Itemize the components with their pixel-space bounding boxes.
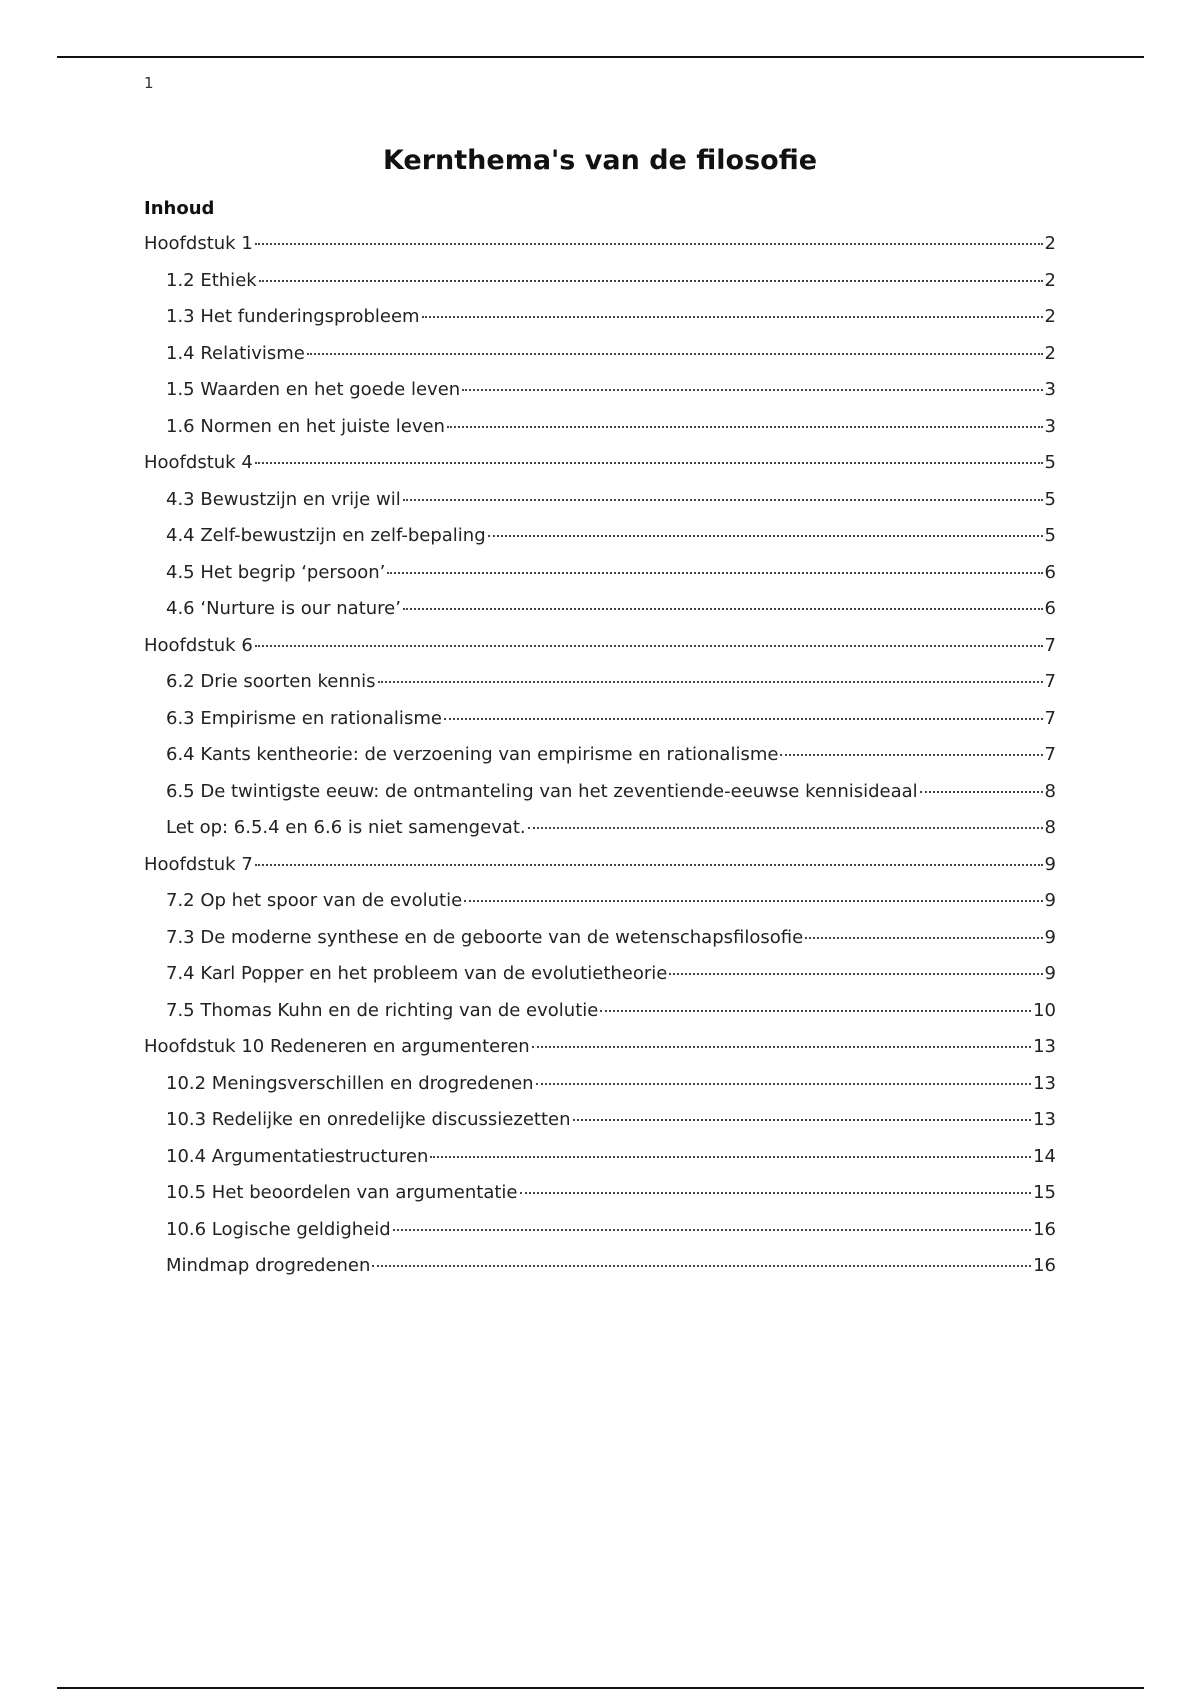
toc-entry-title: 10.2 Meningsverschillen en drogredenen [166,1072,534,1094]
toc-entry-title: Hoofdstuk 6 [144,634,253,656]
toc-section-entry[interactable] [144,890,1056,927]
toc-entry-title: Hoofdstuk 1 [144,233,253,254]
toc-dot-leader [378,681,1043,683]
toc-dot-leader [444,718,1043,720]
toc-dot-leader [430,1156,1031,1158]
toc-dot-leader [422,316,1043,318]
toc-page-number: 2 [1044,233,1056,254]
toc-chapter-entry[interactable] [144,854,1056,891]
toc-page-number: 5 [1044,452,1056,473]
toc-page-number: 10 [1033,999,1056,1021]
toc-dot-leader [520,1192,1032,1194]
toc-entry-title: 10.5 Het beoordelen van argumentatie [166,1182,518,1203]
toc-page-number: 13 [1033,1109,1056,1130]
document-title: Kernthema's van de filosofie [382,145,818,176]
toc-page-number: 7 [1044,671,1056,692]
toc-section-entry[interactable] [144,379,1056,416]
toc-page-number: 7 [1044,634,1056,656]
toc-entry-title: 7.4 Karl Popper en het probleem van de evolutietheorie [166,963,668,984]
toc-dot-leader [780,754,1042,756]
footer-rule [57,1687,1144,1689]
toc-dot-leader [307,353,1043,355]
toc-section-entry[interactable] [144,1219,1056,1256]
toc-dot-leader [920,791,1043,793]
toc-page-number: 8 [1044,817,1056,838]
toc-entry-title: 4.6 ‘Nurture is our nature’ [166,598,401,619]
toc-dot-leader [573,1119,1032,1121]
toc-dot-leader [372,1265,1031,1267]
toc-dot-leader [669,973,1042,975]
toc-dot-leader [255,645,1043,647]
toc-section-entry[interactable] [144,927,1056,964]
toc-page-number: 5 [1044,488,1056,510]
toc-section-entry[interactable] [144,598,1056,635]
toc-page-number: 6 [1044,561,1056,583]
toc-dot-leader [805,937,1042,939]
toc-section-entry[interactable] [144,562,1056,599]
toc-entry-title: 1.4 Relativisme [166,342,305,364]
toc-entry-title: Hoofdstuk 10 Redeneren en argumenteren [144,1036,530,1057]
toc-dot-leader [532,1046,1031,1048]
toc-dot-leader [488,535,1043,537]
toc-dot-leader [462,389,1042,391]
toc-section-entry[interactable] [144,671,1056,708]
toc-entry-title: 10.3 Redelijke en onredelijke discussiezetten [166,1109,571,1130]
toc-dot-leader [536,1083,1032,1085]
toc-page-number: 3 [1044,415,1056,437]
toc-page-number: 15 [1033,1182,1056,1203]
toc-entry-title: 1.2 Ethiek [166,269,257,291]
toc-entry-title: 4.3 Bewustzijn en vrije wil [166,488,401,510]
toc-page-number: 9 [1044,963,1056,984]
toc-page-number: 7 [1044,707,1056,729]
toc-section-entry[interactable] [144,525,1056,562]
toc-page-number: 2 [1044,342,1056,364]
toc-heading: Inhoud [144,198,215,219]
toc-dot-leader [255,864,1043,866]
toc-entry-title: Let op: 6.5.4 en 6.6 is niet samengevat. [166,817,526,838]
toc-page-number: 13 [1033,1036,1056,1057]
toc-page-number: 2 [1044,269,1056,291]
toc-section-entry[interactable] [144,817,1056,854]
toc-dot-leader [464,900,1042,902]
toc-entry-title: 6.2 Drie soorten kennis [166,671,376,692]
header-rule [57,56,1144,58]
table-of-contents [144,233,1056,1292]
toc-section-entry[interactable] [144,306,1056,343]
toc-entry-title: 1.3 Het funderingsprobleem [166,306,420,327]
toc-page-number: 8 [1044,780,1056,802]
toc-dot-leader [403,499,1043,501]
toc-dot-leader [403,608,1043,610]
toc-section-entry[interactable] [144,416,1056,453]
toc-dot-leader [447,426,1043,428]
toc-chapter-entry[interactable] [144,233,1056,270]
toc-entry-title: 10.4 Argumentatiestructuren [166,1145,429,1167]
toc-section-entry[interactable] [144,1255,1056,1292]
toc-page-number: 3 [1044,379,1056,400]
toc-section-entry[interactable] [144,708,1056,745]
toc-entry-title: 4.4 Zelf-bewustzijn en zelf-bepaling [166,525,486,546]
toc-section-entry[interactable] [144,489,1056,526]
toc-page-number: 6 [1044,598,1056,619]
toc-page-number: 9 [1044,926,1056,948]
toc-entry-title: 1.6 Normen en het juiste leven [166,415,445,437]
toc-chapter-entry[interactable] [144,635,1056,672]
toc-dot-leader [255,243,1043,245]
toc-page-number: 16 [1033,1255,1056,1276]
toc-entry-title: Hoofdstuk 7 [144,853,253,875]
toc-section-entry[interactable] [144,343,1056,380]
toc-entry-title: Hoofdstuk 4 [144,452,253,473]
toc-dot-leader [259,280,1043,282]
toc-entry-title: Mindmap drogredenen [166,1255,371,1276]
toc-entry-title: 10.6 Logische geldigheid [166,1218,391,1240]
toc-section-entry[interactable] [144,1109,1056,1146]
toc-chapter-entry[interactable] [144,452,1056,489]
toc-section-entry[interactable] [144,270,1056,307]
toc-section-entry[interactable] [144,963,1056,1000]
toc-entry-title: 7.3 De moderne synthese en de geboorte van de wetenschapsfilosofie [166,926,804,948]
toc-page-number: 14 [1033,1145,1056,1167]
toc-chapter-entry[interactable] [144,1036,1056,1073]
toc-dot-leader [600,1010,1031,1012]
toc-section-entry[interactable] [144,781,1056,818]
toc-section-entry[interactable] [144,1073,1056,1110]
toc-section-entry[interactable] [144,1000,1056,1037]
toc-entry-title: 6.5 De twintigste eeuw: de ontmanteling van het zeventiende-eeuwse kennisideaal [166,780,918,802]
toc-dot-leader [255,462,1043,464]
toc-page-number: 7 [1044,744,1056,765]
toc-entry-title: 7.5 Thomas Kuhn en de richting van de evolutie [166,999,599,1021]
toc-dot-leader [387,572,1042,574]
toc-dot-leader [393,1229,1031,1231]
toc-section-entry[interactable] [144,1146,1056,1183]
toc-entry-title: 6.4 Kants kentheorie: de verzoening van empirisme en rationalisme [166,744,779,765]
toc-page-number: 9 [1044,853,1056,875]
toc-page-number: 5 [1044,525,1056,546]
page-number: 1 [144,74,154,92]
toc-page-number: 2 [1044,306,1056,327]
toc-page-number: 9 [1044,890,1056,911]
toc-entry-title: 6.3 Empirisme en rationalisme [166,707,442,729]
toc-dot-leader [528,827,1043,829]
toc-entry-title: 4.5 Het begrip ‘persoon’ [166,561,386,583]
toc-page-number: 16 [1033,1218,1056,1240]
toc-entry-title: 7.2 Op het spoor van de evolutie [166,890,463,911]
toc-page-number: 13 [1033,1072,1056,1094]
toc-section-entry[interactable] [144,1182,1056,1219]
toc-entry-title: 1.5 Waarden en het goede leven [166,379,461,400]
toc-section-entry[interactable] [144,744,1056,781]
